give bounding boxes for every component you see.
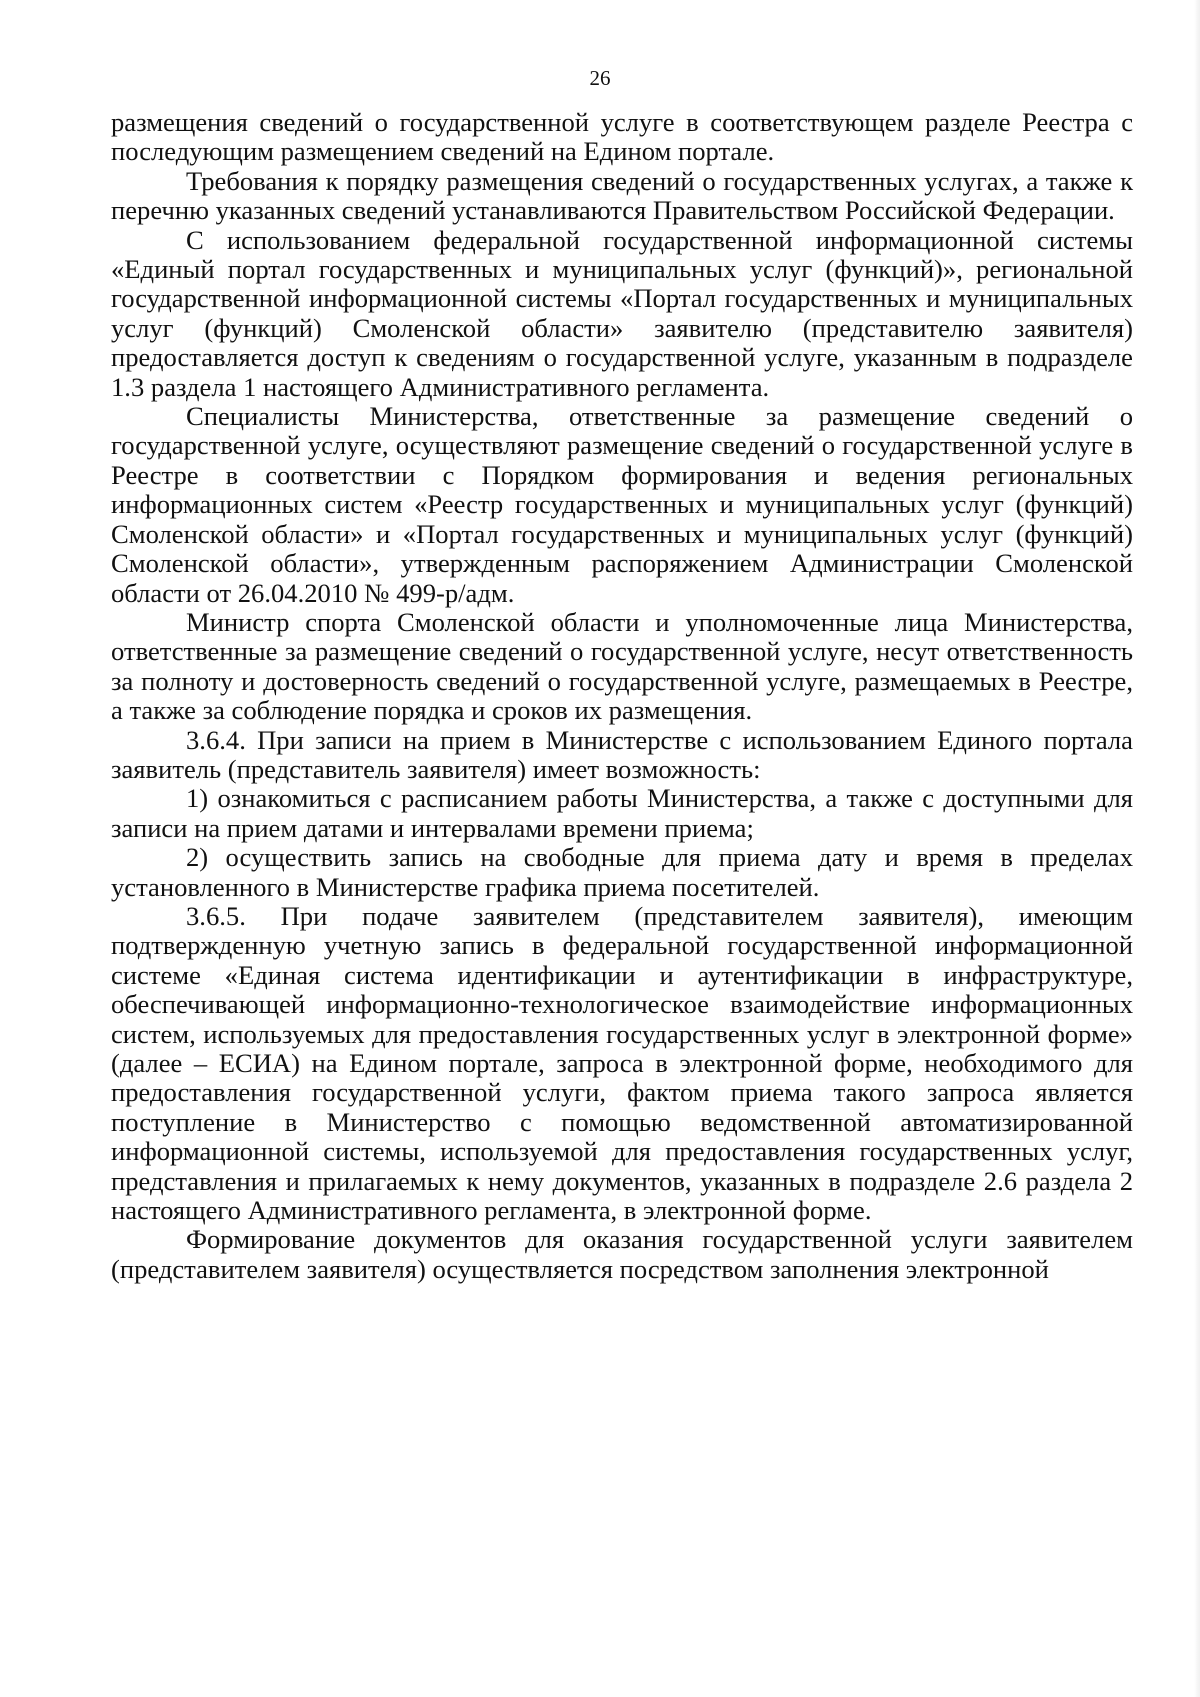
- paragraph-3: С использованием федеральной государственной информационной системы «Единый портал государственных и муниципальных услуг (функций)», региональной государственной информационной системы «Портал государственных и муниципальных услуг (функций) Смоленской области» заявителю (представителю заявителя) предоставляется доступ к сведениям о государственной услуге, указанным в подразделе 1.3 раздела 1 настоящего Административного регламента.: [111, 224, 1133, 402]
- paragraph-2: Требования к порядку размещения сведений о государственных услугах, а также к перечню указанных сведений устанавливаются Правительством Российской Федерации.: [111, 165, 1133, 226]
- paragraph-1: размещения сведений о государственной услуге в соответствующем разделе Реестра с последующим размещением сведений на Едином портале.: [111, 107, 1133, 167]
- paragraph-8: 2) осуществить запись на свободные для приема дату и время в пределах установленного в Министерстве графика приема посетителей.: [111, 842, 1133, 902]
- page-number: 26: [589, 66, 611, 90]
- paragraph-9: 3.6.5. При подаче заявителем (представителем заявителя), имеющим подтвержденную учетную запись в федеральной государственной информационной системе «Единая система идентификации и аутентификации в инфраструктуре, обеспечивающей информационно-технологическое взаимодействие информационных систем, используемых для предоставления государственных услуг в электронной форме» (далее – ЕСИА) на Едином портале, запроса в электронной форме, необходимого для предоставления государственной услуги, фактом приема такого запроса является поступление в Министерство с помощью ведомственной автоматизированной информационной системы, используемой для предоставления государственных услуг, представления и прилагаемых к нему документов, указанных в подразделе 2.6 раздела 2 настоящего Административного регламента, в электронной форме.: [111, 900, 1133, 1226]
- scan-edge-shadow: [1194, 0, 1200, 1697]
- paragraph-6: 3.6.4. При записи на прием в Министерстве с использованием Единого портала заявитель (представитель заявителя) имеет возможность:: [111, 724, 1133, 784]
- paragraph-10: Формирование документов для оказания государственной услуги заявителем (представителем заявителя) осуществляется посредством заполнения электронной: [111, 1224, 1133, 1284]
- paragraph-4: Специалисты Министерства, ответственные за размещение сведений о государственной услуге, осуществляют размещение сведений о государственной услуге в Реестре в соответствии с Порядком формирования и ведения региональных информационных систем «Реестр государственных и муниципальных услуг (функций) Смоленской области» и «Портал государственных и муниципальных услуг (функций) Смоленской области», утвержденным распоряжением Администрации Смоленской области от 26.04.2010 № 499-р/адм.: [111, 401, 1133, 608]
- document-body: [111, 108, 1133, 1284]
- paragraph-7: 1) ознакомиться с расписанием работы Министерства, а также с доступными для записи на прием датами и интервалами времени приема;: [111, 783, 1133, 843]
- paragraph-5: Министр спорта Смоленской области и уполномоченные лица Министерства, ответственные за размещение сведений о государственной услуге, несут ответственность за полноту и достоверность сведений о государственной услуге, размещаемых в Реестре, а также за соблюдение порядка и сроков их размещения.: [111, 606, 1133, 726]
